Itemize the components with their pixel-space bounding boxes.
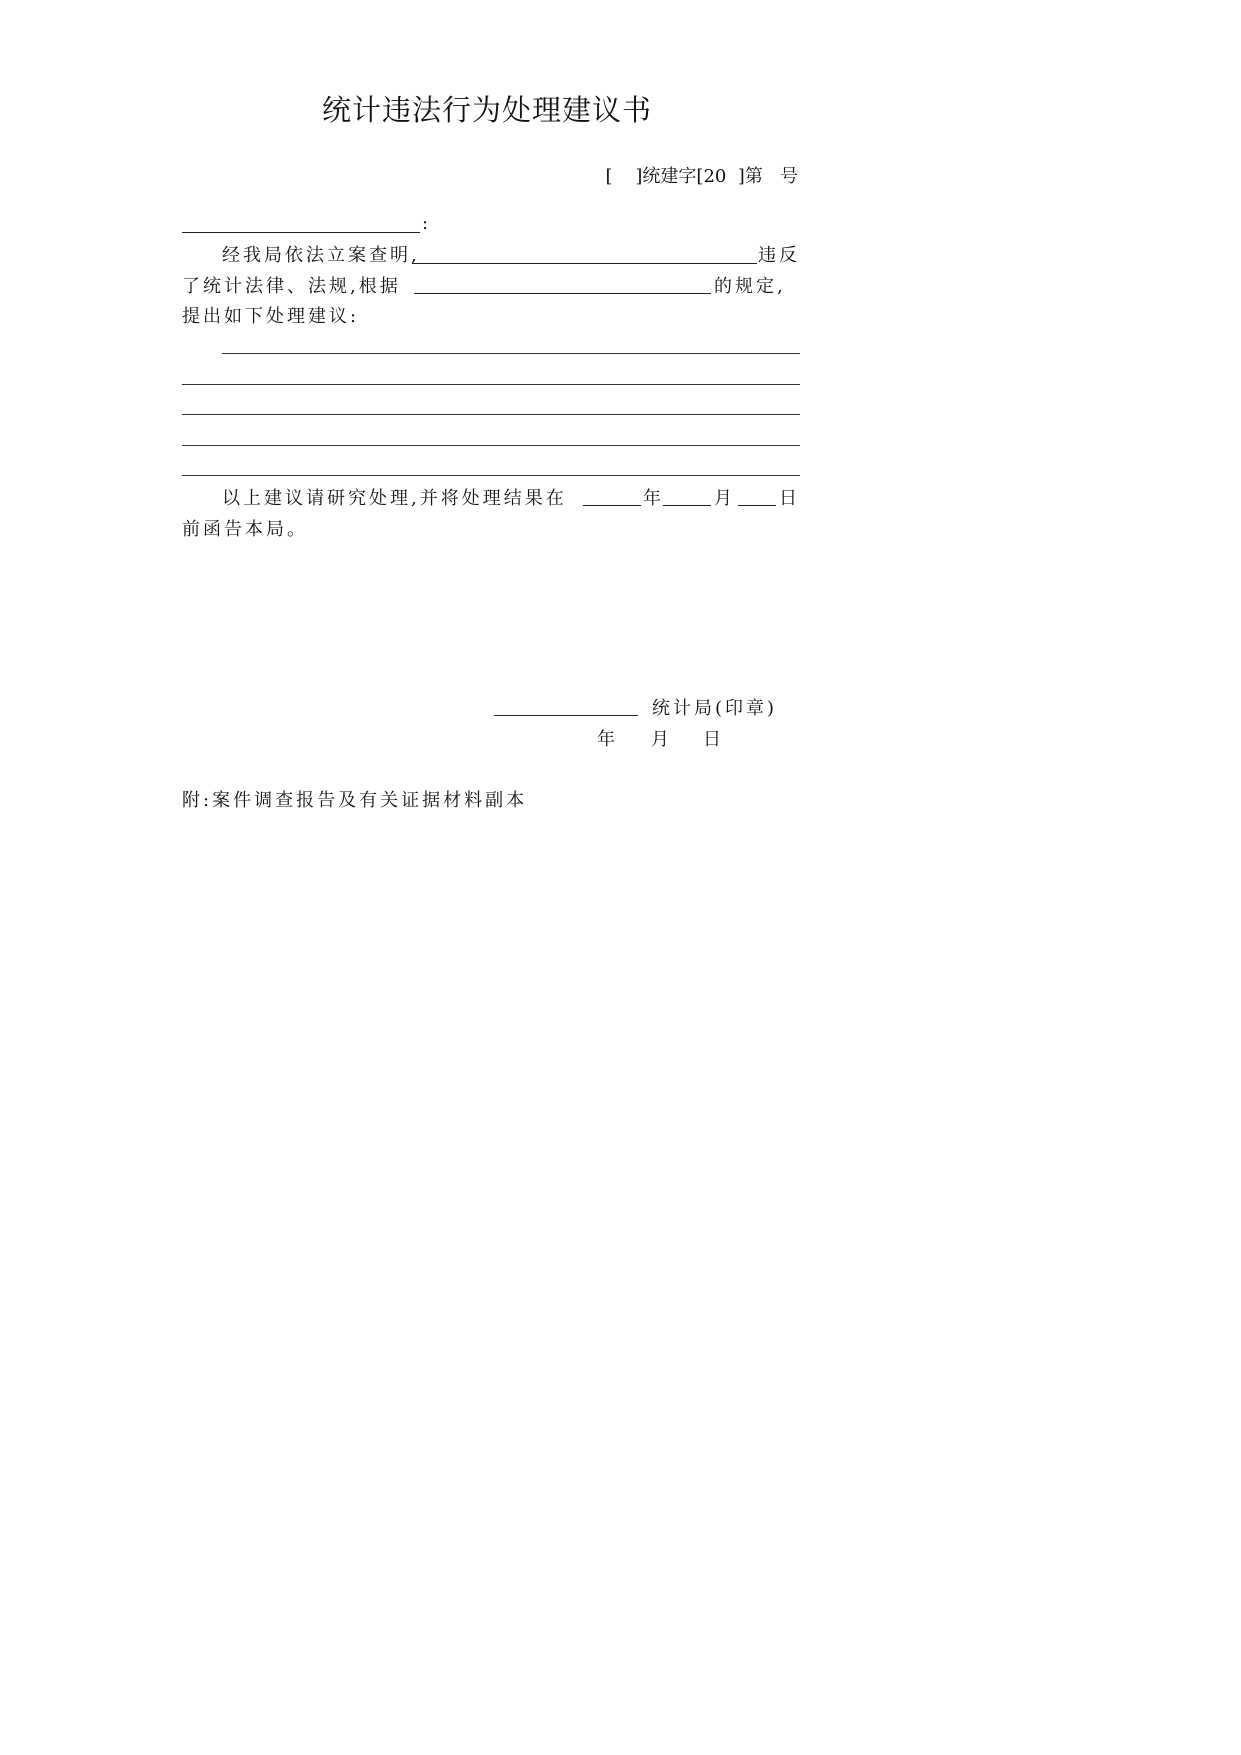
- case-finding-blank: [412, 263, 757, 264]
- document-number: [ ]统建字[20 ]第 号: [605, 166, 798, 187]
- suggestion-line-4: [182, 445, 800, 446]
- para2-line1-start: 以上建议请研究处理,并将处理结果在: [222, 488, 567, 509]
- deadline-day-blank: [738, 505, 776, 506]
- signature-date-day: 日: [703, 729, 724, 750]
- para2-line2: 前函告本局。: [182, 519, 308, 540]
- para1-line1-end: 违反: [758, 245, 800, 266]
- signature-date-month: 月: [651, 729, 672, 750]
- suggestion-line-1: [222, 353, 800, 354]
- para1-line2-start: 了统计法律、法规,根据: [182, 276, 401, 297]
- suggestion-line-2: [182, 384, 800, 385]
- recipient-blank: [182, 232, 420, 233]
- bureau-seal-label: 统计局(印章): [652, 698, 778, 719]
- deadline-year-label: 年: [643, 488, 664, 509]
- para1-line2-end: 的规定,: [714, 276, 786, 297]
- suggestion-line-5: [182, 475, 800, 476]
- deadline-month-label: 月: [714, 488, 735, 509]
- attachment-note: 附:案件调查报告及有关证据材料副本: [182, 790, 528, 811]
- para1-line1-start: 经我局依法立案查明,: [222, 245, 420, 266]
- deadline-day-label: 日: [779, 488, 800, 509]
- bureau-name-blank: [494, 715, 638, 716]
- suggestion-line-3: [182, 414, 800, 415]
- deadline-year-blank: [583, 505, 641, 506]
- deadline-month-blank: [663, 505, 711, 506]
- legal-basis-blank: [414, 293, 711, 294]
- document-title: 统计违法行为处理建议书: [322, 93, 653, 127]
- para1-line3: 提出如下处理建议:: [182, 306, 360, 327]
- signature-date-year: 年: [597, 729, 618, 750]
- salutation-colon: :: [422, 213, 432, 234]
